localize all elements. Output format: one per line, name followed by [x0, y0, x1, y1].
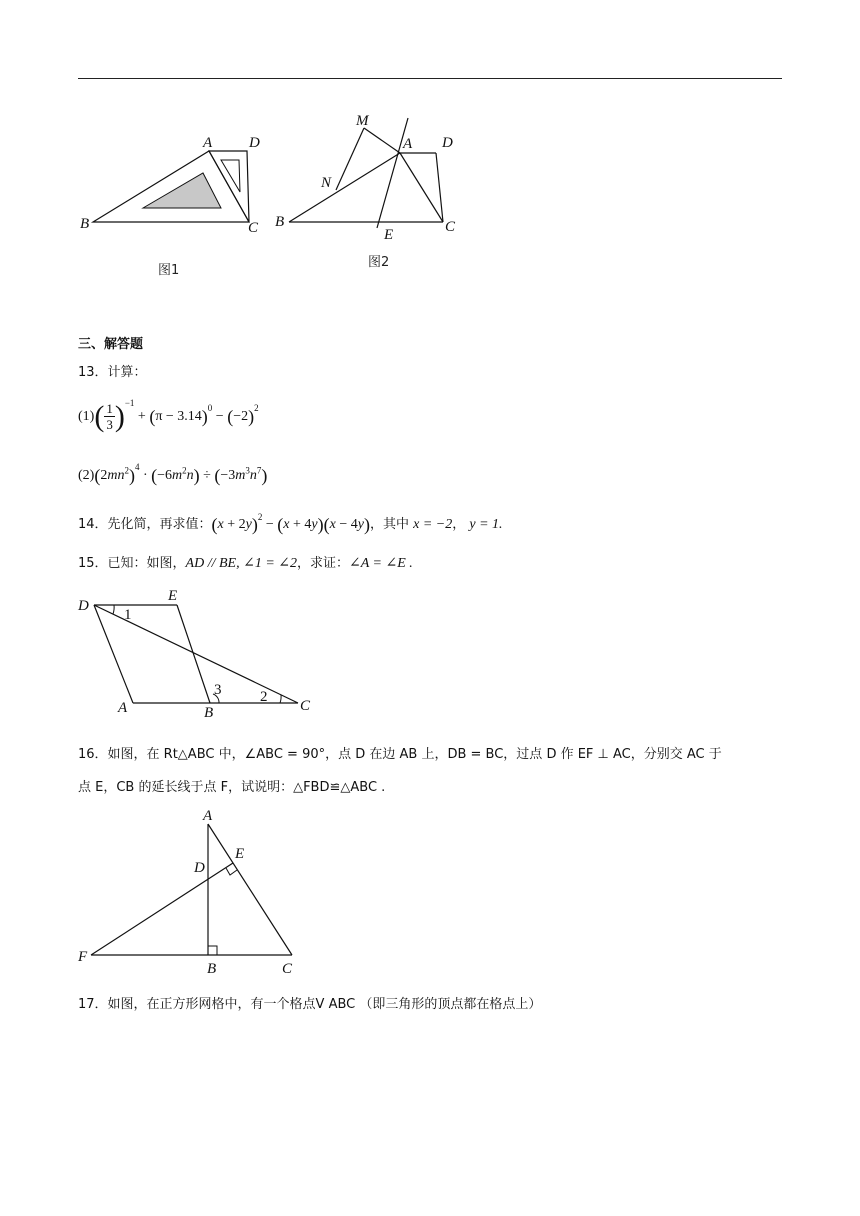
q16-figure	[76, 803, 316, 983]
q17: 17．如图，在正方形网格中，有一个格点V ABC （即三角形的顶点都在格点上）	[78, 997, 542, 1012]
fig2-label-C: C	[445, 219, 456, 235]
fig1-label-B: B	[80, 216, 90, 232]
fraction-one-third: $\frac{1}{3}$	[106, 401, 113, 433]
fig2-label-N: N	[321, 175, 332, 191]
q14-y-value: y = 1.	[469, 517, 503, 532]
fig1-label-D: D	[249, 135, 260, 151]
q16-label-F: F	[78, 949, 88, 965]
q15-angle-1: 1	[124, 607, 132, 623]
figure-1	[76, 130, 276, 240]
q15-label-E: E	[168, 588, 178, 604]
q16-line-FE	[91, 863, 233, 955]
fig1-shaded-triangle	[143, 173, 221, 208]
fig1-label-C: C	[248, 220, 259, 236]
figure-2-caption: 图2	[368, 255, 390, 270]
fig1-set-square-outer	[209, 151, 249, 222]
fig2-line-MN	[336, 128, 364, 190]
q15-prove-label: ，求证：	[297, 556, 350, 571]
fig2-line-through-A	[377, 118, 408, 228]
q15-line-EB	[177, 605, 210, 703]
q15-prove: ∠A = ∠E .	[349, 556, 413, 571]
q13-stem: 13．计算：	[78, 365, 147, 380]
fig2-line-AM	[364, 128, 400, 153]
q15-label-D: D	[78, 598, 89, 614]
q13-part1: (1)( $\frac{1}{3}$ )$^{-1} + (\pi - 3.14)^0 - (-2)^2$	[78, 398, 259, 433]
fig1-big-triangle	[93, 151, 249, 222]
fig2-label-D: D	[442, 135, 453, 151]
q15	[78, 552, 413, 572]
q13-part2: $(2)(2mn^2)^4 \cdot (-6m^2n) \div (-3m^3n^7)$	[78, 462, 268, 486]
q16-line2: 点 E，CB 的延长线于点 F，试说明：△FBD≌△ABC .	[78, 780, 386, 795]
q16-label-A: A	[203, 808, 213, 824]
section-title: 三、解答题	[78, 337, 144, 352]
q16-label-B: B	[207, 961, 217, 977]
q13-part1-num: (1)	[78, 409, 95, 424]
q16-line-AC	[208, 824, 292, 955]
q15-angle-2: 2	[260, 689, 268, 705]
q15-angle2-arc	[280, 695, 281, 703]
fig1-label-A: A	[203, 135, 213, 151]
q15-label-B: B	[204, 705, 214, 721]
q16-line1: 16．如图，在 Rt△ABC 中，∠ABC = 90°，点 D 在边 AB 上，DB = BC，过点 D 作 EF ⊥ AC，分别交 AC 于	[78, 747, 722, 762]
q15-angle-3: 3	[214, 682, 222, 698]
q15-label-A: A	[118, 700, 128, 716]
q15-prefix: 15．已知：如图，	[78, 556, 186, 571]
q14: 14．先化简，再求值：$(x + 2y)^2 - (x + 4y)(x - 4y)$，其中 x = −2， y = 1.	[78, 512, 503, 535]
q16-label-C: C	[282, 961, 293, 977]
figure-1-caption: 图1	[158, 263, 180, 278]
q14-prefix: 14．先化简，再求值：	[78, 517, 212, 532]
q16-label-D: D	[194, 860, 205, 876]
fig2-label-M: M	[356, 113, 369, 129]
q16-label-E: E	[235, 846, 245, 862]
q14-where: ，其中	[369, 517, 409, 532]
q15-angle1-arc	[113, 605, 114, 614]
q15-figure	[76, 588, 326, 721]
q16-right-angle-E	[226, 868, 237, 875]
q15-label-C: C	[300, 698, 311, 714]
fig2-label-B: B	[275, 214, 285, 230]
figure-2	[272, 108, 472, 243]
fig1-set-square-inner	[221, 160, 240, 192]
fig2-line-BA	[289, 153, 400, 222]
q14-x-value: x = −2	[413, 517, 453, 532]
fig2-label-A: A	[403, 136, 413, 152]
header-rule	[78, 78, 782, 79]
q15-given: AD // BE, ∠1 = ∠2	[185, 556, 297, 571]
fig2-label-E: E	[384, 227, 394, 243]
q16-right-angle-B	[208, 946, 217, 955]
q13-part2-num: (2)	[78, 468, 95, 483]
